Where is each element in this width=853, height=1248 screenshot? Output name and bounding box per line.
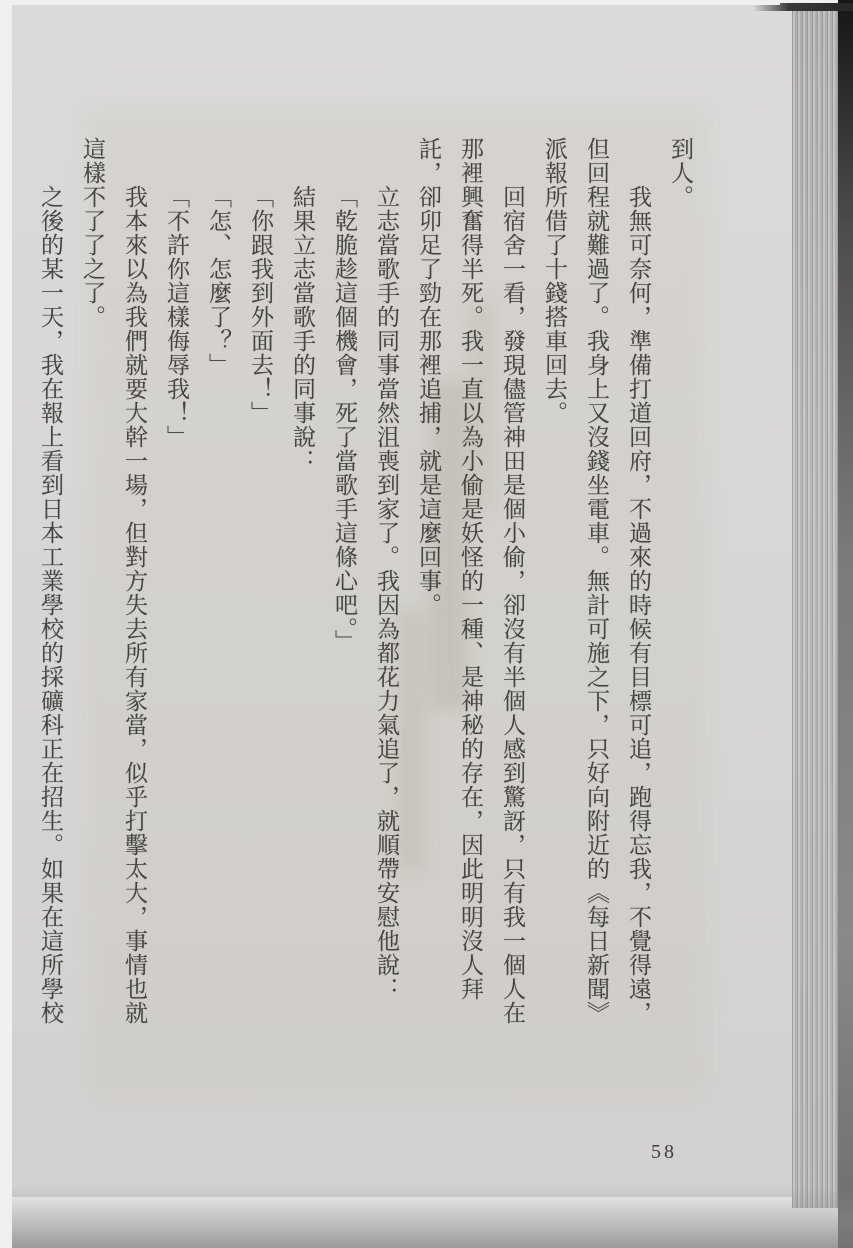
- book-cover-edge: [838, 0, 853, 1248]
- text-column: 派報所借了十錢搭車回去。: [542, 137, 567, 425]
- text-column-dialogue: 「乾脆趁這個機會，死了當歌手這條心吧。」: [332, 185, 357, 654]
- text-column: 託，卻卯足了勁在那裡追捕，就是這麼回事。: [416, 137, 441, 617]
- text-column: 但回程就難過了。我身上又沒錢坐電車。無計可施之下，只好向附近的《每日新聞》: [584, 137, 609, 1025]
- book-page-edges: [792, 8, 838, 1208]
- text-column: 我本來以為我們就要大幹一場，但對方失去所有家當，似乎打擊太大，事情也就: [122, 185, 147, 1025]
- text-column-dialogue: 「怎、怎麼了？」: [206, 185, 231, 377]
- vertical-text-block: [29, 137, 701, 1049]
- scan-top-margin: [0, 0, 780, 5]
- text-column: 我無可奈何，準備打道回府，不過來的時候有目標可追，跑得忘我，不覺得遠，: [626, 185, 651, 1025]
- text-column: 這樣不了了之了。: [80, 137, 105, 329]
- text-column: 立志當歌手的同事當然沮喪到家了。我因為都花力氣追了，就順帶安慰他說：: [374, 185, 399, 1001]
- bottom-scan-shadow: [0, 1186, 853, 1248]
- text-column: 之後的某一天，我在報上看到日本工業學校的採礦科正在招生。如果在這所學校: [38, 185, 63, 1025]
- text-column: 到人。: [668, 137, 693, 209]
- page-number: 58: [651, 1141, 677, 1163]
- scan-left-margin: [0, 0, 12, 1248]
- text-column: 那裡興奮得半死。我一直以為小偷是妖怪的一種、是神秘的存在，因此明明沒人拜: [458, 137, 483, 1001]
- text-column: 結果立志當歌手的同事說：: [290, 185, 315, 473]
- text-column-dialogue: 「不許你這樣侮辱我！」: [164, 185, 189, 449]
- text-column-dialogue: 「你跟我到外面去！」: [248, 185, 273, 425]
- text-column: 回宿舍一看，發現儘管神田是個小偷，卻沒有半個人感到驚訝，只有我一個人在: [500, 185, 525, 1025]
